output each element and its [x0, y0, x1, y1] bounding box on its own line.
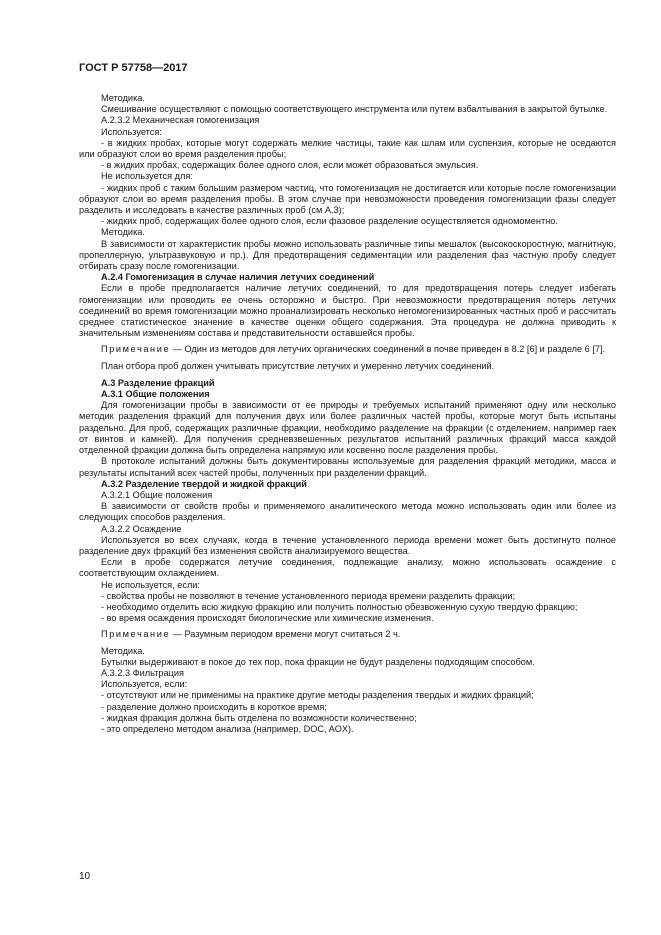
- paragraph: [79, 171, 616, 182]
- paragraph: [79, 524, 616, 535]
- paragraph-text: - жидких проб с таким большим размером частиц, что гомогенизация не достигается или которые после гомогенизации образуют слои во время разделения пробы. В этом случае при невозможности проведения гомогенизации фазы следует разделить и исследовать в качестве различных проб (см А.3);: [79, 182, 616, 216]
- standard-header: ГОСТ Р 57758—2017: [79, 62, 188, 74]
- paragraph-text: - во время осаждения происходят биологические или химические изменения.: [101, 613, 434, 624]
- paragraph: [79, 490, 616, 501]
- paragraph-text: Бутылки выдерживают в покое до тех пор, пока фракции не будут разделены подходящим способом.: [101, 656, 535, 667]
- paragraph-text: А.3.2.2 Осаждение: [101, 523, 182, 534]
- paragraph-text: А.3.2.1 Общие положения: [101, 489, 213, 500]
- paragraph-text: — Один из методов для летучих органических соединений в почве приведен в 8.2 [6] и разделе 6 [7].: [170, 344, 606, 355]
- paragraph-text: - это определено методом анализа (например, DOC, AOX).: [101, 723, 354, 734]
- paragraph: [79, 724, 616, 735]
- paragraph: [79, 104, 616, 115]
- paragraph-text: Методика.: [101, 227, 145, 238]
- paragraph: [79, 535, 616, 557]
- paragraph: [79, 115, 616, 126]
- note-label: Примечание: [101, 629, 171, 640]
- paragraph: [79, 344, 616, 355]
- paragraph-text: Если в пробе предполагается наличие летучих соединений, то для предотвращения потерь следует избегать гомогенизации или проводить ее очень осторожно и быстро. При невозможности предотвращения потерь летучих соединений во время гомогенизации можно проанализировать несколько негомогенизированных частных проб и рассчитать среднее статистическое значение в качестве оценки общего содержания. Эта процедура не должна приводить к значительным изменениям состава и представительности оставшейся пробы.: [79, 283, 616, 339]
- paragraph: [79, 216, 616, 227]
- paragraph: [79, 602, 616, 613]
- paragraph-text: В зависимости от характеристик пробы можно использовать различные типы мешалок (высокоскоростную, магнитную, пропеллерную, ультразвуковую и пр.). Для предотвращения седиментации или разделения фаз частную пробу следует отбирать сразу после гомогенизации.: [79, 238, 616, 272]
- paragraph-text: Не используется, если:: [101, 579, 200, 590]
- paragraph-text: - отсутствуют или не применимы на практике другие методы разделения твердых и жидких фракций;: [101, 690, 534, 701]
- paragraph-text: План отбора проб должен учитывать присутствие летучих и умеренно летучих соединений.: [101, 360, 495, 371]
- paragraph: [79, 227, 616, 238]
- paragraph-text: - в жидких пробах, содержащих более одного слоя, если может образоваться эмульсия.: [101, 160, 479, 171]
- paragraph: [79, 272, 616, 283]
- paragraph-text: Методика.: [101, 645, 145, 656]
- paragraph: [79, 646, 616, 657]
- paragraph: [79, 93, 616, 104]
- document-body: [79, 93, 616, 735]
- paragraph-text: — Разумным периодом времени могут считаться 2 ч.: [170, 629, 401, 640]
- paragraph: [79, 400, 616, 456]
- paragraph: [79, 378, 616, 389]
- paragraph-text: Для гомогенизации пробы в зависимости от ее природы и требуемых испытаний применяют одну или несколько методик разделения фракций для получения двух или более различных частей пробы, которые могут быть испытаны раздельно. Для проб, содержащих различные фракции, необходимо разделение на фракции (с отделением, например гаек от винтов и камней). Для получения средневзвешенных результатов испытаний различных фракций масса каждой отделенной фракции должна быть определена напрямую или косвенно после разделения пробы.: [79, 400, 616, 456]
- paragraph: [79, 127, 616, 138]
- paragraph-text: А.2.4 Гомогенизация в случае наличия летучих соединений: [101, 272, 375, 283]
- paragraph: [79, 138, 616, 160]
- paragraph-text: В зависимости от свойств пробы и применяемого аналитического метода можно использовать один или более из следующих способов разделения.: [79, 501, 616, 523]
- paragraph: [79, 591, 616, 602]
- paragraph-text: Смешивание осуществляют с помощью соответствующего инструмента или путем взбалтывания в закрытой бутылке.: [101, 104, 608, 115]
- paragraph-text: Используется, если:: [101, 679, 188, 690]
- paragraph: [79, 160, 616, 171]
- paragraph-text: Если в пробе содержатся летучие соединения, подлежащие анализу, можно использовать осаждение с соответствующим охлаждением.: [79, 557, 616, 579]
- paragraph-text: - разделение должно происходить в короткое время;: [101, 701, 327, 712]
- paragraph: [79, 657, 616, 668]
- paragraph: [79, 713, 616, 724]
- paragraph-text: А.3.1 Общие положения: [101, 389, 210, 400]
- paragraph: [79, 629, 616, 640]
- paragraph: [79, 668, 616, 679]
- paragraph-text: Методика.: [101, 93, 145, 103]
- paragraph: [79, 183, 616, 217]
- paragraph-text: А.3.2 Разделение твердой и жидкой фракций: [101, 478, 307, 489]
- paragraph: [79, 613, 616, 624]
- paragraph-text: А.3 Разделение фракций: [101, 377, 215, 388]
- paragraph: [79, 361, 616, 372]
- paragraph-text: Используется:: [101, 126, 162, 137]
- paragraph-text: А.2.3.2 Механическая гомогенизация: [101, 115, 260, 126]
- paragraph: [79, 456, 616, 478]
- paragraph: [79, 479, 616, 490]
- paragraph: [79, 580, 616, 591]
- paragraph: [79, 389, 616, 400]
- paragraph-text: - жидкая фракция должна быть отделена по возможности количественно;: [101, 712, 417, 723]
- paragraph-text: - свойства пробы не позволяют в течение установленного периода времени разделить фракции;: [101, 590, 516, 601]
- paragraph: [79, 283, 616, 339]
- paragraph-text: - жидких проб, содержащих более одного слоя, если фазовое разделение осуществляется одномоментно.: [101, 216, 558, 227]
- paragraph-text: Не используется для:: [101, 171, 193, 182]
- page-number: 10: [79, 871, 91, 882]
- paragraph: [79, 690, 616, 701]
- paragraph: [79, 501, 616, 523]
- paragraph-text: А.3.2.3 Фильтрация: [101, 667, 185, 678]
- paragraph: [79, 679, 616, 690]
- paragraph-text: - необходимо отделить всю жидкую фракцию или получить полностью обезвоженную сухую твердую фракцию;: [101, 601, 578, 612]
- paragraph-text: В протоколе испытаний должны быть документированы используемые для разделения фракций методики, масса и результаты испытаний всех частей пробы, полученных при разделении фракций.: [79, 456, 616, 478]
- note-label: Примечание: [101, 344, 171, 355]
- paragraph-text: Используется во всех случаях, когда в течение установленного периода времени может быть достигнуто полное разделение двух фракций без изменения свойств анализируемого вещества.: [79, 534, 616, 556]
- paragraph-text: - в жидких пробах, которые могут содержать мелкие частицы, такие как шлам или суспензия, которые не оседаются или образуют слои во время разделения пробы;: [79, 137, 616, 160]
- paragraph: [79, 557, 616, 579]
- paragraph: [79, 702, 616, 713]
- paragraph: [79, 239, 616, 273]
